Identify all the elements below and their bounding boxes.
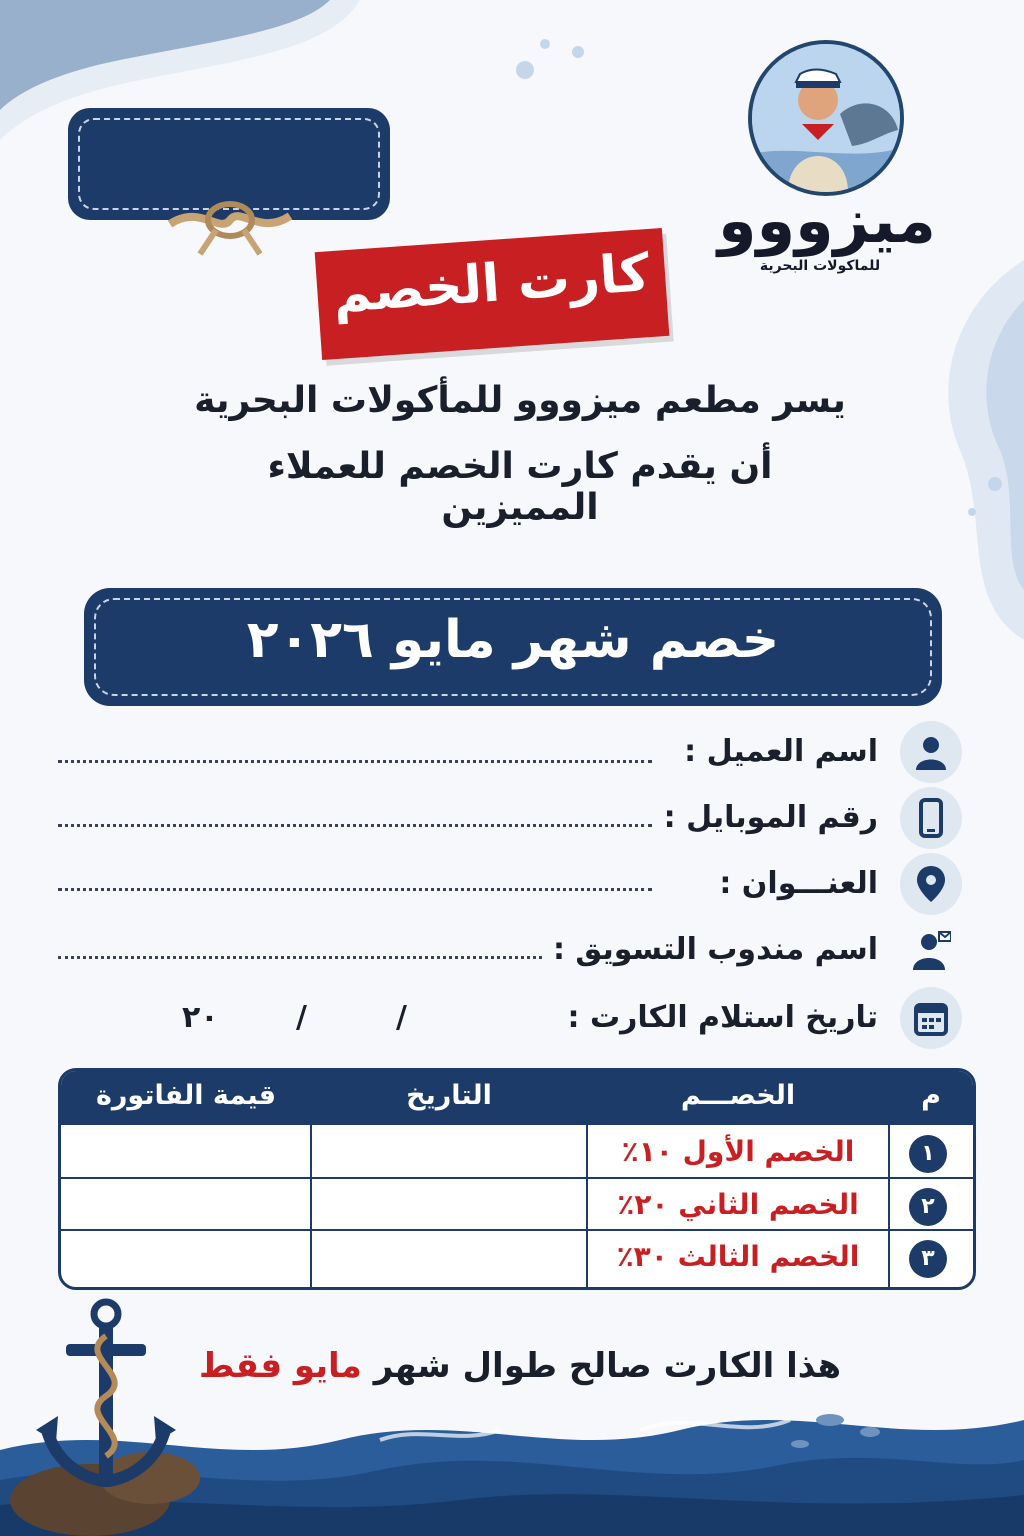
validity-accent: مايو فقط — [198, 1346, 362, 1386]
validity-note — [180, 1346, 860, 1386]
row-number-badge: ٢ — [909, 1188, 947, 1226]
location-pin-icon — [900, 853, 962, 915]
mobile-label: رقم الموبايل : — [663, 800, 878, 835]
table-header-discount: الخصـــم — [587, 1071, 889, 1125]
month-banner-text: خصم شهر مايو ٢٠٢٦ — [246, 610, 780, 670]
calendar-icon — [900, 987, 962, 1049]
table-header-date: التاريخ — [311, 1071, 587, 1125]
customer-name-field[interactable] — [58, 760, 652, 763]
date-year-prefix: ٢٠ — [182, 1000, 219, 1035]
validity-prefix: هذا الكارت صالح طوال شهر — [373, 1346, 842, 1386]
mobile-field[interactable] — [58, 824, 652, 827]
brand-logo-name: ميزووو — [718, 184, 936, 257]
mobile-phone-icon — [900, 787, 962, 849]
table-divider — [586, 1071, 588, 1287]
marketing-rep-label: اسم مندوب التسويق : — [552, 932, 878, 967]
intro-line-1: يسر مطعم ميزووو للمأكولات البحرية — [194, 380, 846, 421]
date-separator-1: / — [396, 1000, 407, 1035]
anchor-icon — [36, 1296, 176, 1496]
customer-name-label: اسم العميل : — [684, 734, 878, 769]
table-divider — [61, 1229, 973, 1231]
address-field[interactable] — [58, 888, 652, 891]
logo-mascot-image — [748, 40, 904, 196]
table-divider — [61, 1177, 973, 1179]
discount-cell: الخصم الثالث ٣٠٪ — [616, 1240, 860, 1273]
date-separator-2: / — [296, 1000, 307, 1035]
discount-table — [58, 1068, 976, 1290]
intro-line-2: أن يقدم كارت الخصم للعملاء المميزين — [267, 446, 773, 528]
row-number-badge: ١ — [909, 1135, 947, 1173]
address-label: العنـــوان : — [719, 866, 878, 901]
discount-cell: الخصم الأول ١٠٪ — [621, 1135, 855, 1168]
receipt-date-label: تاريخ استلام الكارت : — [567, 1000, 878, 1035]
table-header-num: م — [889, 1071, 973, 1125]
table-header-invoice: قيمة الفاتورة — [61, 1071, 311, 1125]
card-title: كارت الخصم — [331, 243, 652, 326]
marketing-rep-field[interactable] — [58, 956, 542, 959]
row-number-badge: ٣ — [909, 1240, 947, 1278]
brand-tagline: للماكولات البحرية — [759, 258, 881, 274]
month-banner — [84, 588, 942, 706]
user-icon — [900, 721, 962, 783]
marketing-rep-icon — [900, 919, 962, 981]
rope-knot-icon — [160, 194, 300, 258]
table-divider — [310, 1071, 312, 1287]
discount-cell: الخصم الثاني ٢٠٪ — [617, 1188, 859, 1221]
table-divider — [888, 1071, 890, 1287]
